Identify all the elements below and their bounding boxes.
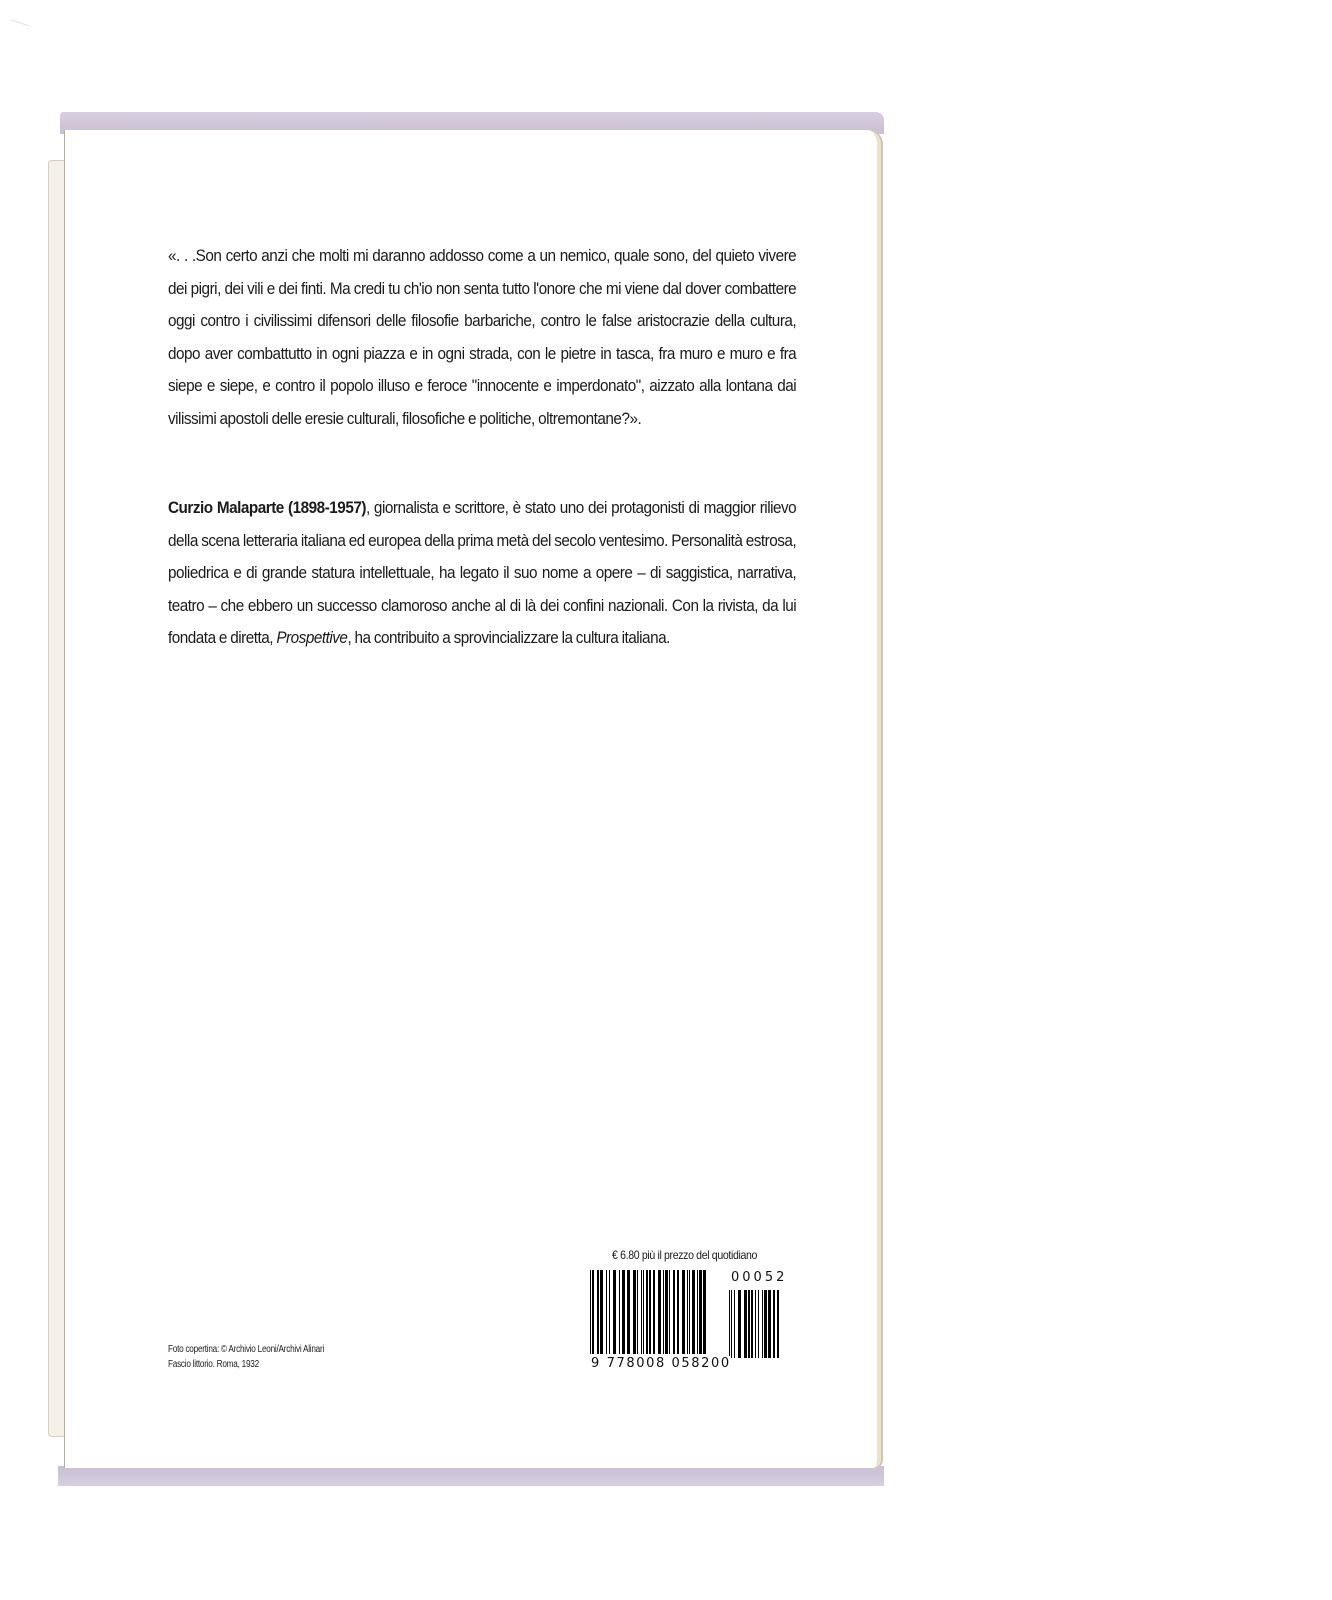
credit-line-2: Fascio littorio. Roma, 1932 (168, 1359, 259, 1370)
back-cover-quote: «. . .Son certo anzi che molti mi daranno addosso come a un nemico, quale sono, del quieto vivere dei pigri, dei vili e dei finti. Ma credi tu ch'io non senta tutto l'onore che mi viene dal dover combattere oggi contro i civilissimi difensori delle filosofie barbariche, contro le false aristocrazie della cultura, dopo aver combattutto in ogni piazza e in ogni strada, con le pietre in tasca, fra muro e muro e fra siepe e siepe, e contro il popolo illuso e feroce "innocente e imperdonato", aizzato alla lontana dai vilissimi apostoli delle eresie culturali, filosofiche e politiche, oltremontane?». (168, 246, 797, 428)
bio-text-1: , giornalista e scrittore, è stato uno dei protagonisti di maggior rilievo della scena letteraria italiana ed europea della prima metà del secolo ventesimo. Personalità estrosa, poliedrica e di grande statura intellettuale, ha legato il suo nome a opere – di saggistica, narrativa, teatro – che ebbero un successo clamoroso anche al di là dei confini nazionali. Con la rivista, da lui fondata e diretta, (168, 498, 797, 647)
barcode-addon-digits: 00052 (731, 1270, 788, 1285)
ean-barcode (590, 1270, 715, 1354)
barcode-gap (779, 1290, 782, 1358)
photo-credits (168, 1342, 324, 1372)
barcode-ean-digits: 9 778008 058200 (591, 1356, 731, 1371)
magazine-title: Prospettive (276, 628, 348, 647)
author-name: Curzio Malaparte (1898-1957) (168, 498, 366, 517)
addon-barcode (729, 1290, 791, 1358)
author-bio (168, 492, 796, 655)
bio-text-2: , ha contribuito a sprovincializzare la cultura italiana. (347, 628, 670, 647)
bottom-cover-band (58, 1466, 884, 1486)
credit-line-1: Foto copertina: © Archivio Leoni/Archivi Alinari (168, 1344, 325, 1355)
price-label: € 6.80 più il prezzo del quotidiano (612, 1248, 758, 1262)
barcode-gap (706, 1270, 708, 1354)
scan-artifact (6, 19, 29, 38)
